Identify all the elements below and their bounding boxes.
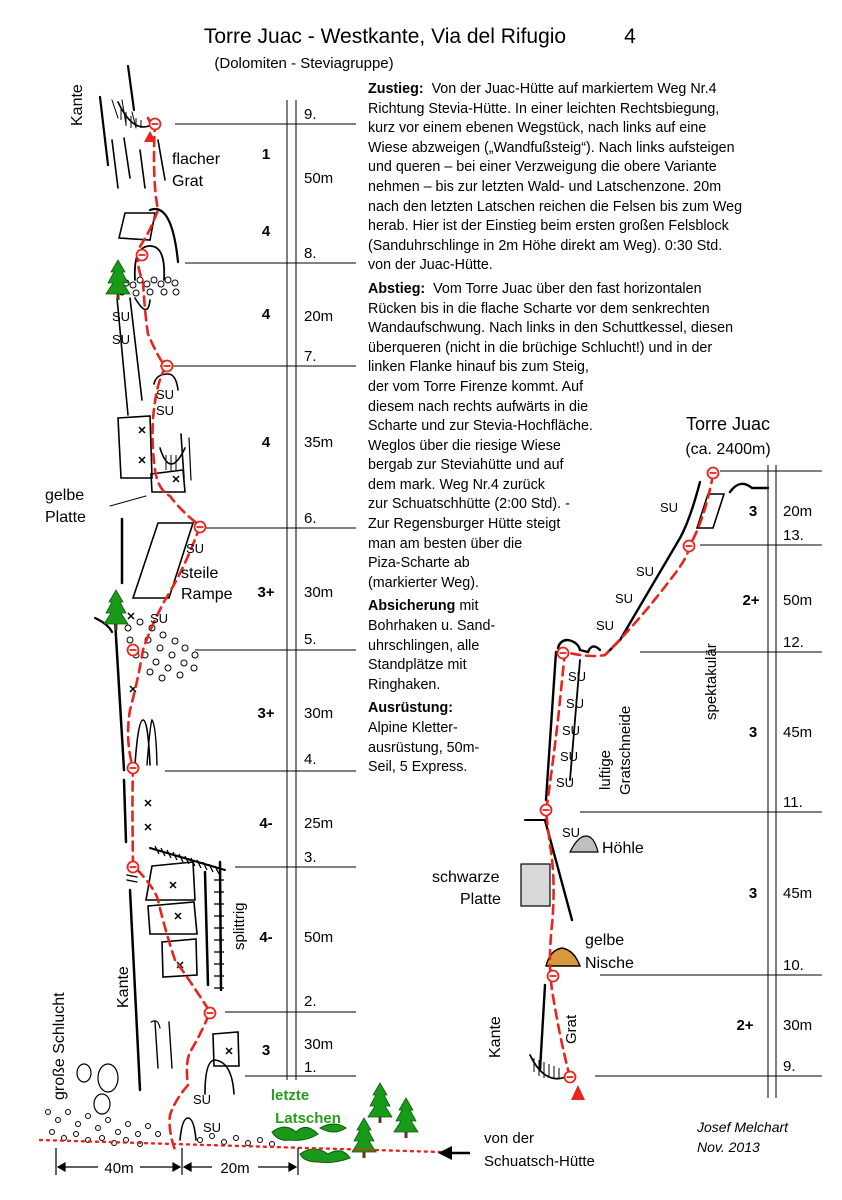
absicherung-line: Ringhaken. — [368, 676, 441, 693]
su-label: SU — [193, 1092, 212, 1107]
pitch-length: 45m — [783, 724, 813, 741]
pitch-grade: 2+ — [736, 1017, 754, 1034]
ausruestung-heading: Ausrüstung: — [368, 700, 453, 717]
abstieg-line: linken Flanke hinauf bis zum Steig, — [368, 359, 589, 376]
pitch-grade: 3 — [748, 885, 758, 902]
absicherung-heading: Absicherung — [368, 598, 456, 615]
kante-label: Kante — [487, 1016, 504, 1058]
belay-station-icon — [565, 1072, 576, 1083]
von-der-label: von der — [484, 1130, 535, 1147]
luftige-gratschneide-label: luftige — [597, 749, 614, 790]
page-title: Torre Juac - Westkante, Via del Rifugio — [203, 25, 567, 48]
pitch-grade: 3+ — [257, 705, 275, 722]
ausruestung-line: ausrüstung, 50m- — [368, 739, 480, 756]
steile-rampe-label: Rampe — [181, 586, 233, 603]
route-description — [368, 80, 828, 782]
left-pitch-grades — [257, 146, 274, 1059]
su-label: SU — [560, 749, 579, 764]
zustieg-line: Von der Juac-Hütte auf markiertem Weg Nr.4 — [431, 81, 717, 97]
pitch-grade: 4 — [261, 306, 271, 323]
abstieg-section — [368, 280, 828, 594]
gelbe-platte-label: gelbe — [45, 487, 85, 504]
abstieg-line: Scharte und zur Stevia-Hochfläche. — [368, 418, 593, 435]
kante-label: Kante — [69, 84, 86, 126]
route-arrow-up — [571, 1085, 585, 1100]
ausruestung-line: Alpine Kletter- — [368, 720, 458, 736]
schuatsch-huette-label: Schuatsch-Hütte — [484, 1153, 595, 1170]
pitch-length: 30m — [304, 705, 334, 722]
schwarze-platte-label: schwarze — [432, 869, 500, 886]
summit-height: (ca. 2400m) — [685, 441, 771, 458]
pitch-grade: 4- — [259, 929, 273, 946]
belay-station-icon — [548, 971, 559, 982]
approach-arrow — [438, 1146, 470, 1160]
ausruestung-line: Seil, 5 Express. — [368, 759, 468, 776]
abstieg-line: überqueren (nicht in die brüchige Schlucht!) und in der — [368, 339, 713, 356]
station-label: 11. — [783, 794, 803, 811]
grat-label: Grat — [563, 1014, 580, 1044]
distance-markers — [56, 1148, 298, 1175]
abstieg-line: Weglos über die riesige Wiese — [368, 437, 561, 454]
author-name: Josef Melchart — [697, 1119, 789, 1135]
su-label: SU — [156, 403, 175, 418]
abstieg-line: Piza-Scharte ab — [368, 555, 470, 572]
su-label: SU — [566, 696, 585, 711]
pitch-length: 25m — [304, 815, 334, 832]
zustieg-line: nach den letzten Latschen reichen die Felsen bis zum Weg — [368, 198, 743, 215]
absicherung-line: Bohrhaken u. Sand- — [368, 618, 496, 635]
belay-station-icon — [128, 862, 139, 873]
zustieg-line: (Sanduhrschlinge in 2m Höhe direkt am Weg). 0:30 Std. — [368, 237, 723, 254]
zustieg-line: Wiese abzweigen („Wandfußsteig“). Nach links aufsteigen — [368, 139, 735, 156]
latschen-shrubs — [272, 1124, 350, 1163]
station-label: 6. — [304, 510, 317, 527]
tree-icon — [352, 1118, 376, 1158]
pitch-length: 50m — [304, 170, 334, 187]
summit-name: Torre Juac — [685, 414, 771, 434]
station-label: 9. — [783, 1058, 796, 1075]
abstieg-line: zur Schuatschhütte (2:00 Std). - — [368, 496, 570, 513]
absicherung-line: Standplätze mit — [368, 657, 467, 674]
page-subtitle: (Dolomiten - Steviagruppe) — [214, 55, 394, 72]
tree-icon — [368, 1083, 392, 1123]
zustieg-line: nehmen – bis zur letzten Wald- und Latschenzone. 20m — [368, 178, 722, 195]
pitch-grade: 2+ — [742, 592, 760, 609]
su-label: SU — [596, 618, 615, 633]
gelbe-platte-label: Platte — [45, 509, 86, 526]
steile-rampe-label: steile — [181, 565, 219, 582]
abstieg-line: Zur Regensburger Hütte steigt — [368, 516, 561, 533]
gelbe-nische-label: gelbe — [585, 932, 625, 949]
belay-station-icon — [137, 250, 148, 261]
luftige-gratschneide-label: Gratschneide — [617, 705, 634, 795]
flacher-grat-label: flacher — [172, 151, 221, 168]
bolt-markers — [128, 427, 232, 1054]
abstieg-line: der vom Torre Firenze kommt. Auf — [368, 378, 584, 395]
route-line-left — [128, 118, 210, 1150]
pitch-length: 30m — [783, 1017, 813, 1034]
letzte-latschen-label: Latschen — [275, 1110, 341, 1127]
approach-path — [40, 1140, 440, 1152]
distance-label: 20m — [220, 1160, 250, 1177]
abstieg-heading: Abstieg: — [368, 280, 426, 297]
absicherung-section — [368, 597, 828, 695]
tree-icon — [106, 260, 130, 300]
absicherung-line: mit — [459, 598, 479, 615]
station-label: 13. — [783, 527, 804, 544]
splittrig-label: splittrig — [231, 902, 248, 950]
zustieg-section — [368, 80, 828, 276]
left-rock-lines — [77, 66, 239, 1140]
pitch-grade: 4 — [261, 223, 271, 240]
pitch-length: 35m — [304, 434, 334, 451]
author-date: Nov. 2013 — [697, 1139, 760, 1155]
abstieg-line: (markierter Weg). — [368, 574, 479, 591]
zustieg-line: herab. Hier ist der Einstieg beim ersten großen Felsblock — [368, 218, 729, 235]
station-label: 3. — [304, 849, 317, 866]
belay-station-icon — [128, 645, 139, 656]
pitch-length: 50m — [304, 929, 334, 946]
zustieg-line: von der Juac-Hütte. — [368, 257, 493, 274]
su-label: SU — [636, 564, 655, 579]
pitch-grade: 4- — [259, 815, 273, 832]
su-label: SU — [186, 541, 205, 556]
pitch-grade: 4 — [261, 434, 271, 451]
pitch-length: 20m — [304, 308, 334, 325]
route-number: 4 — [624, 25, 636, 48]
pitch-length: 20m — [783, 503, 813, 520]
station-label: 12. — [783, 634, 804, 651]
su-label: SU — [112, 309, 131, 324]
su-label: SU — [562, 723, 581, 738]
station-label: 9. — [304, 106, 317, 123]
abstieg-line: Wandaufschwung. Nach links in den Schuttkessel, diesen — [368, 320, 734, 337]
tree-icon — [104, 590, 128, 630]
station-label: 5. — [304, 631, 317, 648]
su-label: SU — [562, 825, 581, 840]
schwarze-platte-label: Platte — [460, 891, 501, 908]
pitch-length: 45m — [783, 885, 813, 902]
abstieg-line: Vom Torre Juac über den fast horizontalen — [433, 280, 702, 297]
station-label: 7. — [304, 348, 317, 365]
su-label: SU — [112, 332, 131, 347]
su-label: SU — [615, 591, 634, 606]
belay-station-icon — [541, 805, 552, 816]
zustieg-line: kurz vor einem ebenen Wegstück, nach links auf eine — [368, 120, 707, 137]
belay-station-icon — [195, 522, 206, 533]
station-label: 8. — [304, 245, 317, 262]
spektakulaer-label: spektakulär — [703, 643, 720, 720]
pitch-grade: 3+ — [257, 584, 275, 601]
left-scale-columns — [287, 100, 296, 1080]
schwarze-platte-symbol — [521, 864, 550, 906]
flacher-grat-label: Grat — [172, 173, 204, 190]
su-label: SU — [568, 669, 587, 684]
station-label: 10. — [783, 957, 804, 974]
left-pitch-lengths — [304, 170, 333, 1053]
zustieg-heading: Zustieg: — [368, 81, 424, 97]
absicherung-line: uhrschlingen, alle — [368, 637, 480, 654]
belay-station-icon — [128, 763, 139, 774]
abstieg-line: dem mark. Weg Nr.4 zurück — [368, 476, 545, 493]
zustieg-line: Richtung Stevia-Hütte. In einer leichten Rechtsbiegung, — [368, 100, 720, 117]
zustieg-line: und queren – bei einer Verzweigung die obere Variante — [368, 159, 717, 176]
su-label: SU — [203, 1120, 222, 1135]
belay-station-icon — [162, 361, 173, 372]
pitch-length: 50m — [783, 592, 813, 609]
letzte-latschen-label: letzte — [270, 1087, 310, 1104]
distance-label: 40m — [104, 1160, 134, 1177]
su-label: SU — [156, 387, 175, 402]
su-label: SU — [660, 500, 679, 515]
gelbe-nische-label: Nische — [585, 955, 634, 972]
pitch-length: 30m — [304, 584, 334, 601]
pitch-grade: 1 — [261, 146, 271, 163]
ausruestung-section — [368, 699, 828, 777]
station-label: 2. — [304, 993, 317, 1010]
su-label: SU — [150, 611, 169, 626]
grosse-schlucht-label: große Schlucht — [51, 992, 68, 1100]
abstieg-line: bergab zur Steviahütte und auf — [368, 457, 564, 474]
belay-station-icon — [205, 1008, 216, 1019]
kante-label: Kante — [115, 966, 132, 1008]
station-label: 1. — [304, 1059, 317, 1076]
su-label: SU — [556, 775, 575, 790]
abstieg-line: diesem nach rechts aufwärts in die — [368, 398, 589, 415]
pitch-grade: 3 — [261, 1042, 271, 1059]
pitch-length: 30m — [304, 1036, 334, 1053]
pitch-grade: 3 — [748, 724, 758, 741]
belay-station-icon — [150, 119, 161, 130]
pitch-grade: 3 — [748, 503, 758, 520]
abstieg-line: Rücken bis in die flache Scharte vor dem senkrechten — [368, 300, 710, 317]
station-label: 4. — [304, 751, 317, 768]
abstieg-line: man am besten über die — [368, 535, 523, 552]
tree-icon — [394, 1098, 418, 1138]
hoehle-label: Höhle — [602, 840, 644, 857]
